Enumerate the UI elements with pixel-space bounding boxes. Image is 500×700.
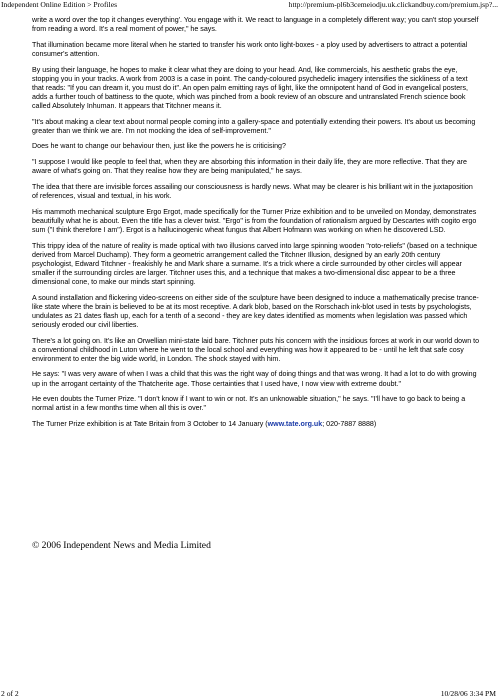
paragraph: That illumination became more literal when he started to transfer his work onto light-boxes - a ploy used by advertisers to attract a potential consumer's attention. xyxy=(32,40,468,58)
page-number: 2 of 2 xyxy=(1,689,19,698)
page-footer xyxy=(0,688,500,700)
paragraph: By using their language, he hopes to make it clear what they are doing to your head. And, like commercials, his aesthetic grabs the eye, stopping you in your tracks. A work from 2003 is a case in point. The candy-coloured psychedelic imagery intensifies the sickliness of a text that reads: "If you can dream it, you must do it". An open palm emitting rays of light, like the omnipotent hand of God in evangelical posters, adds a further touch of battiness to the quote, which was pinched from a book review of an obscure and untranslated French science book called Absolutely Inhuman. It appears that Titchner means it. xyxy=(32,65,469,110)
page-title: Independent Online Edition > Profiles xyxy=(1,0,118,9)
paragraph: The idea that there are invisible forces assailing our consciousness is hardly news. What may be clearer is his brilliant wit in the juxtaposition of references, visual and textual, in his work. xyxy=(32,182,473,200)
article-body xyxy=(32,16,480,436)
page-header xyxy=(0,0,500,10)
paragraph: A sound installation and flickering video-screens on either side of the sculpture have been designed to induce a mathematically precise trance-like state where the brain is believed to be at its most receptive. A dark blob, based on the Rorschach ink-blot used in tests by psychologists, undulates as 21 dates flash up, each for a tenth of a second - they are key dates identified as moments when legislation was passed which seriously eroded our civil liberties. xyxy=(32,293,479,329)
paragraph: He says: "I was very aware of when I was a child that this was the right way of doing things and that was wrong. It had a lot to do with growing up in the arrogant certainty of the Thatcherite age. Those certainties that I used have, I now view with extreme doubt." xyxy=(32,370,477,388)
paragraph: There's a lot going on. It's like an Orwellian mini-state laid bare. Titchner puts his concern with the insidious forces at work in our world down to a conventional childhood in Luton where he went to the local school and everything was how it appeared to be - until he left that safe cosy environment to enter the big wide world, in London. The shock stayed with him. xyxy=(32,336,480,363)
paragraph: His mammoth mechanical sculpture Ergo Ergot, made specifically for the Turner Prize exhibition and to be unveiled on Monday, demonstrates beautifully what he is about. Even the title has a clever twist. "Ergo" is from the foundation of rationalism argued by Descartes with cogito ergo sum ("I think therefore I am"). Ergot is a hallucinogenic wheat fungus that Albert Hofmann was working on when he discovered LSD. xyxy=(32,207,477,234)
paragraph: "I suppose I would like people to feel that, when they are absorbing this information in their daily life, they are more reflective. That they are aware of what's going on. That they realise how they are being manipulated," he says. xyxy=(32,158,467,176)
copyright-notice: © 2006 Independent News and Media Limited xyxy=(32,540,211,551)
tate-link[interactable]: www.tate.org.uk xyxy=(267,420,323,428)
exhibition-info xyxy=(32,420,480,429)
paragraph: "It's about making a clear text about normal people coming into a gallery-space and potentially extending their powers. It's about us becoming greater than we think we are. I'm not mocking the idea of self-improvement." xyxy=(32,117,476,135)
paragraph: Does he want to change our behaviour then, just like the powers he is criticising? xyxy=(32,142,286,151)
paragraph: He even doubts the Turner Prize. "I don't know if I want to win or not. It's an unknowable situation," he says. "I'll have to go back to being a normal artist in a few months time when all this is over." xyxy=(32,395,466,413)
exhibition-text: The Turner Prize exhibition is at Tate Britain from 3 October to 14 January ( xyxy=(32,420,268,428)
print-timestamp: 10/28/06 3:34 PM xyxy=(440,689,496,698)
exhibition-phone: ; 020-7887 8888) xyxy=(322,420,377,428)
paragraph: This trippy idea of the nature of reality is made optical with two illusions carved into large spinning wooden "roto-reliefs" (based on a technique derived from Marcel Duchamp). They form a geometric arrangement called the Titchner Illusion, designed by an early 20th century psychologist, Edward Titchner - freakishly he and Mark share a surname. It's a trick where a circle surrounded by other circles will appear smaller if the surrounding circles are larger. Titchner uses this, and a technique that makes a two-dimensional disc appear to be a three dimensional cone, to make our minds start spinning. xyxy=(32,241,478,286)
paragraph: write a word over the top it changes everything'. You engage with it. We react to language in a completely different way; you can't stop yourself from reading a word. It's a real moment of power," he says. xyxy=(32,16,479,34)
page-url: http://premium-pl6b3cemeiodju.uk.clickandbuy.com/premium.jsp?... xyxy=(288,0,498,9)
